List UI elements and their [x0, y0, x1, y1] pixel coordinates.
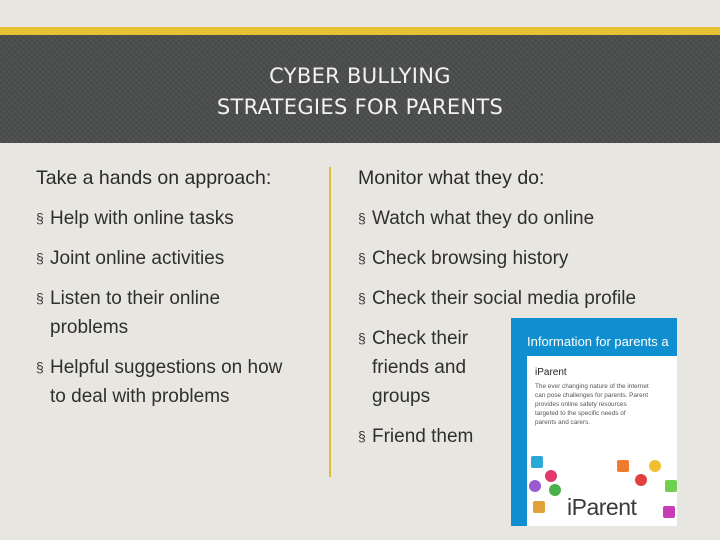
bullet-marker: §	[36, 290, 44, 306]
column-divider	[329, 167, 331, 477]
bullet-marker: §	[358, 210, 366, 226]
thumbnail-header: Information for parents a	[527, 334, 669, 349]
left-column-heading: Take a hands on approach:	[36, 167, 272, 189]
list-item: § Watch what they do online	[358, 204, 688, 233]
slide-title-line-1: CYBER BULLYING	[269, 64, 451, 88]
tablet-icon	[665, 480, 677, 492]
cart-icon	[533, 501, 545, 513]
list-item: § Joint online activities	[36, 244, 326, 273]
iparent-logo: iParent	[567, 494, 637, 520]
thumbnail-body-text: The ever changing nature of the internet can pose challenges for parents. Parent provides online safety resources targeted to the specific needs of parents and carers.	[535, 383, 649, 426]
monitor-icon	[617, 460, 629, 472]
slide-title-line-2: STRATEGIES FOR PARENTS	[216, 95, 504, 119]
list-item: § Help with online tasks	[36, 204, 326, 233]
slide-body	[0, 143, 720, 540]
chat-icon	[549, 484, 561, 496]
game-icon	[635, 474, 647, 486]
thumbnail-brand: iParent	[535, 367, 567, 378]
phone-icon	[663, 506, 675, 518]
list-item: § Friend them	[358, 422, 508, 451]
bullet-marker: §	[358, 250, 366, 266]
bullet-marker: §	[358, 330, 366, 346]
accent-bar	[0, 27, 720, 35]
bullet-marker: §	[36, 359, 44, 375]
camera-icon	[531, 456, 543, 468]
title-banner	[0, 35, 720, 143]
list-item: § Helpful suggestions on how to deal with problems	[36, 353, 326, 411]
iparent-screenshot-image	[511, 318, 677, 526]
location-pin-icon	[529, 480, 541, 492]
bullet-marker: §	[358, 290, 366, 306]
heart-icon	[545, 470, 557, 482]
lightbulb-icon	[649, 460, 661, 472]
list-item: § Check browsing history	[358, 244, 688, 273]
right-column-heading: Monitor what they do:	[358, 167, 545, 189]
list-item: § Listen to their online problems	[36, 284, 326, 342]
thumbnail-card	[527, 356, 677, 526]
bullet-marker: §	[36, 210, 44, 226]
list-item: § Check their social media profile	[358, 284, 698, 313]
slide-title	[0, 61, 720, 123]
list-item: § Check their friends and groups	[358, 324, 498, 411]
bullet-marker: §	[358, 428, 366, 444]
bullet-marker: §	[36, 250, 44, 266]
